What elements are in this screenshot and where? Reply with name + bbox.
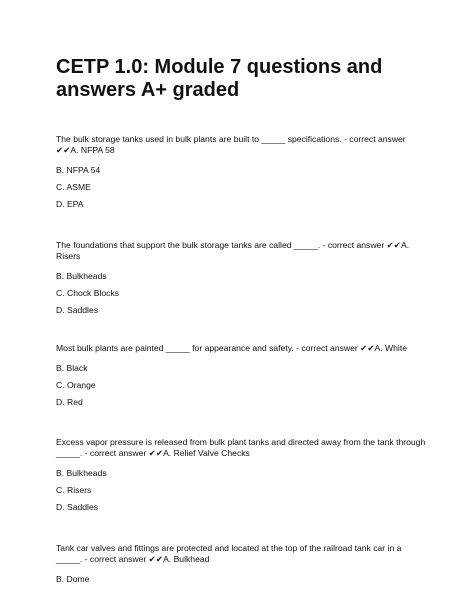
answer-option: C. Risers xyxy=(56,485,92,495)
question-block-3 xyxy=(56,343,426,408)
answer-option: B. NFPA 54 xyxy=(56,165,101,175)
question-text: Most bulk plants are painted _____ for appearance and safety. - correct answer ✔✔A. White xyxy=(56,343,408,353)
answer-option: B. Black xyxy=(56,363,88,373)
document-title: CETP 1.0: Module 7 questions and answers A+ graded xyxy=(56,56,383,101)
answer-option: B. Bulkheads xyxy=(56,468,107,478)
answer-option: D. EPA xyxy=(56,199,84,209)
answer-option: C. Chock Blocks xyxy=(56,288,120,298)
question-block-2 xyxy=(56,240,426,316)
question-text: Tank car valves and fittings are protected and located at the top of the railroad tank car in a _____. - correct answer ✔✔A. Bulkhead xyxy=(56,543,402,564)
question-block-5 xyxy=(56,543,426,585)
answer-option: B. Dome xyxy=(56,574,90,584)
question-list xyxy=(56,134,426,613)
question-block-1 xyxy=(56,134,426,210)
answer-option: D. Saddles xyxy=(56,502,99,512)
answer-option: D. Saddles xyxy=(56,305,99,315)
answer-option: D. Red xyxy=(56,397,83,407)
answer-option: C. ASME xyxy=(56,182,91,192)
question-text: The foundations that support the bulk storage tanks are called _____. - correct answer ✔✔A. Risers xyxy=(56,240,410,261)
question-block-4 xyxy=(56,437,426,513)
answer-option: B. Bulkheads xyxy=(56,271,107,281)
question-text: The bulk storage tanks used in bulk plants are built to _____ specifications. - correct answer ✔✔A. NFPA 58 xyxy=(56,134,406,155)
answer-option: C. Orange xyxy=(56,380,96,390)
question-text: Excess vapor pressure is released from bulk plant tanks and directed away from the tank through _____. - correct answer ✔✔A. Relief Valve Checks xyxy=(56,437,426,458)
